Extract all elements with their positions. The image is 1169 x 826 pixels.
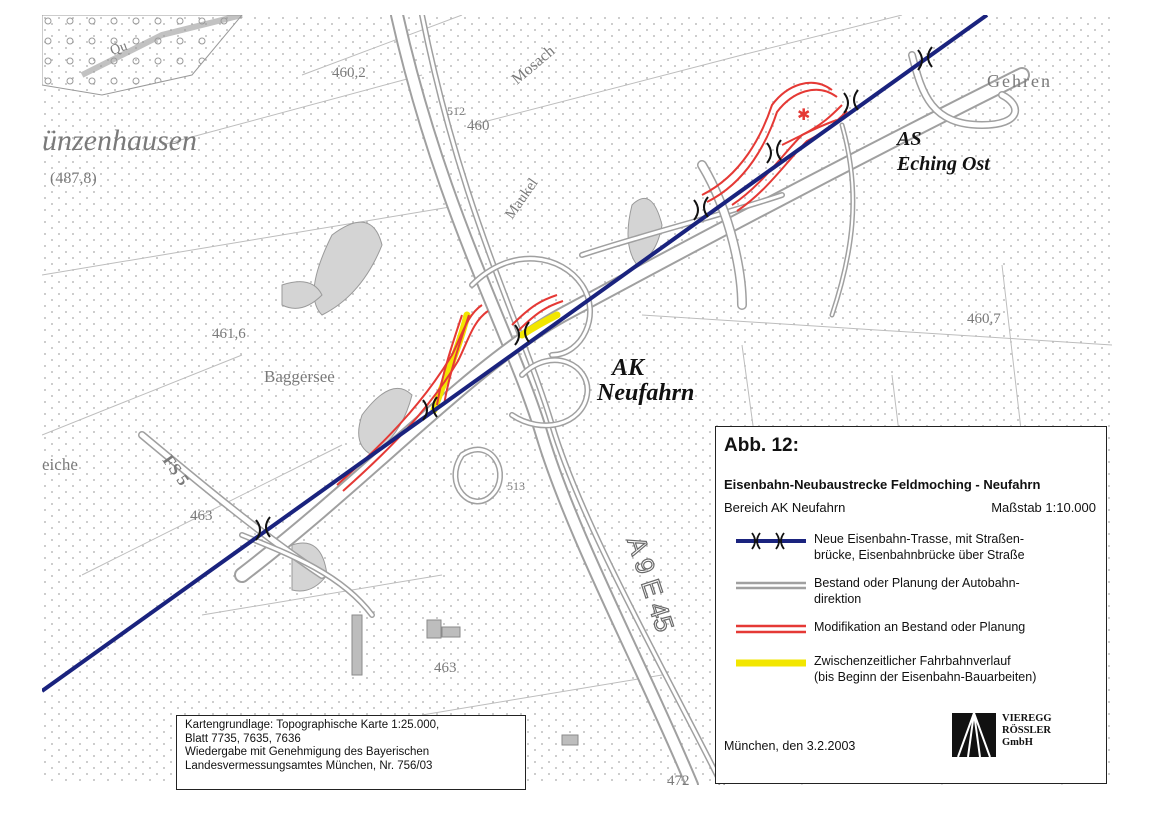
label-513: 513: [507, 479, 525, 493]
legend-item-line: Modifikation an Bestand oder Planung: [814, 620, 1026, 634]
legend-item-line: Bestand oder Planung der Autobahn-: [814, 576, 1020, 590]
legend-scale: Maßstab 1:10.000: [991, 500, 1096, 515]
legend-item-line: direktion: [814, 592, 862, 606]
logo-line: RÖSSLER: [1002, 725, 1052, 736]
interim-symbol-icon: [736, 653, 806, 673]
height-label: 460: [467, 118, 490, 134]
place-gehren: Gehren: [987, 71, 1052, 91]
modification-symbol-icon: [736, 619, 806, 639]
legend-date: München, den 3.2.2003: [724, 739, 856, 753]
legend-item-line: (bis Beginn der Eisenbahn-Bauarbeiten): [814, 670, 1037, 684]
label-a9-e45: A 9 E 45: [621, 532, 681, 636]
legend-area: Bereich AK Neufahrn: [724, 500, 846, 515]
height-label: 461,6: [212, 326, 246, 342]
map-source-box: [176, 715, 526, 790]
height-label: 463: [190, 508, 213, 524]
legend-item-line: Neue Eisenbahn-Trasse, mit Straßen-: [814, 532, 1025, 546]
legend-box: [715, 426, 1107, 784]
place-baggersee: Baggersee: [264, 367, 335, 386]
rail-symbol-icon: [736, 531, 806, 551]
height-label: 460,2: [332, 65, 366, 81]
height-hunzenhausen: (487,8): [50, 170, 97, 187]
logo-line: VIEREGG: [1002, 713, 1052, 724]
source-line: Landesvermessungsamtes München, Nr. 756/03: [185, 759, 433, 772]
place-hunzenhausen: ünzenhausen: [42, 124, 197, 157]
height-label: 460,7: [967, 311, 1001, 327]
source-line: Kartengrundlage: Topographische Karte 1:25.000,: [185, 719, 440, 731]
company-logo: [952, 713, 1102, 763]
legend-title: Abb. 12:: [724, 435, 799, 456]
place-weiche: eiche: [42, 455, 78, 474]
junction-ak-name: Neufahrn: [597, 380, 695, 406]
legend-item-line: Zwischenzeitlicher Fahrbahnverlauf: [814, 654, 1011, 668]
place-maukel: Maukel: [502, 175, 542, 223]
label-512: 512: [447, 104, 465, 118]
source-line: Wiedergabe mit Genehmigung des Bayerischen: [185, 746, 430, 758]
legend-subtitle: Eisenbahn-Neubaustrecke Feldmoching - Neufahrn: [724, 477, 1041, 492]
legend-item-line: brücke, Eisenbahnbrücke über Straße: [814, 548, 1025, 562]
height-label: 472: [667, 773, 690, 785]
label-qu: Qu: [108, 38, 130, 59]
label-fs5: FS 5: [158, 451, 193, 489]
junction-ak-label: AK: [612, 355, 645, 381]
road-symbol-icon: [736, 575, 806, 595]
logo-mark-icon: [952, 713, 996, 757]
junction-as-name: Eching Ost: [897, 153, 990, 175]
source-line: Blatt 7735, 7635, 7636: [185, 732, 301, 745]
height-label: 463: [434, 660, 457, 676]
svg-text:✱: ✱: [797, 107, 811, 124]
logo-line: GmbH: [1002, 737, 1033, 748]
place-mosach: Mosach: [508, 42, 559, 89]
junction-as-label: AS: [897, 128, 922, 150]
